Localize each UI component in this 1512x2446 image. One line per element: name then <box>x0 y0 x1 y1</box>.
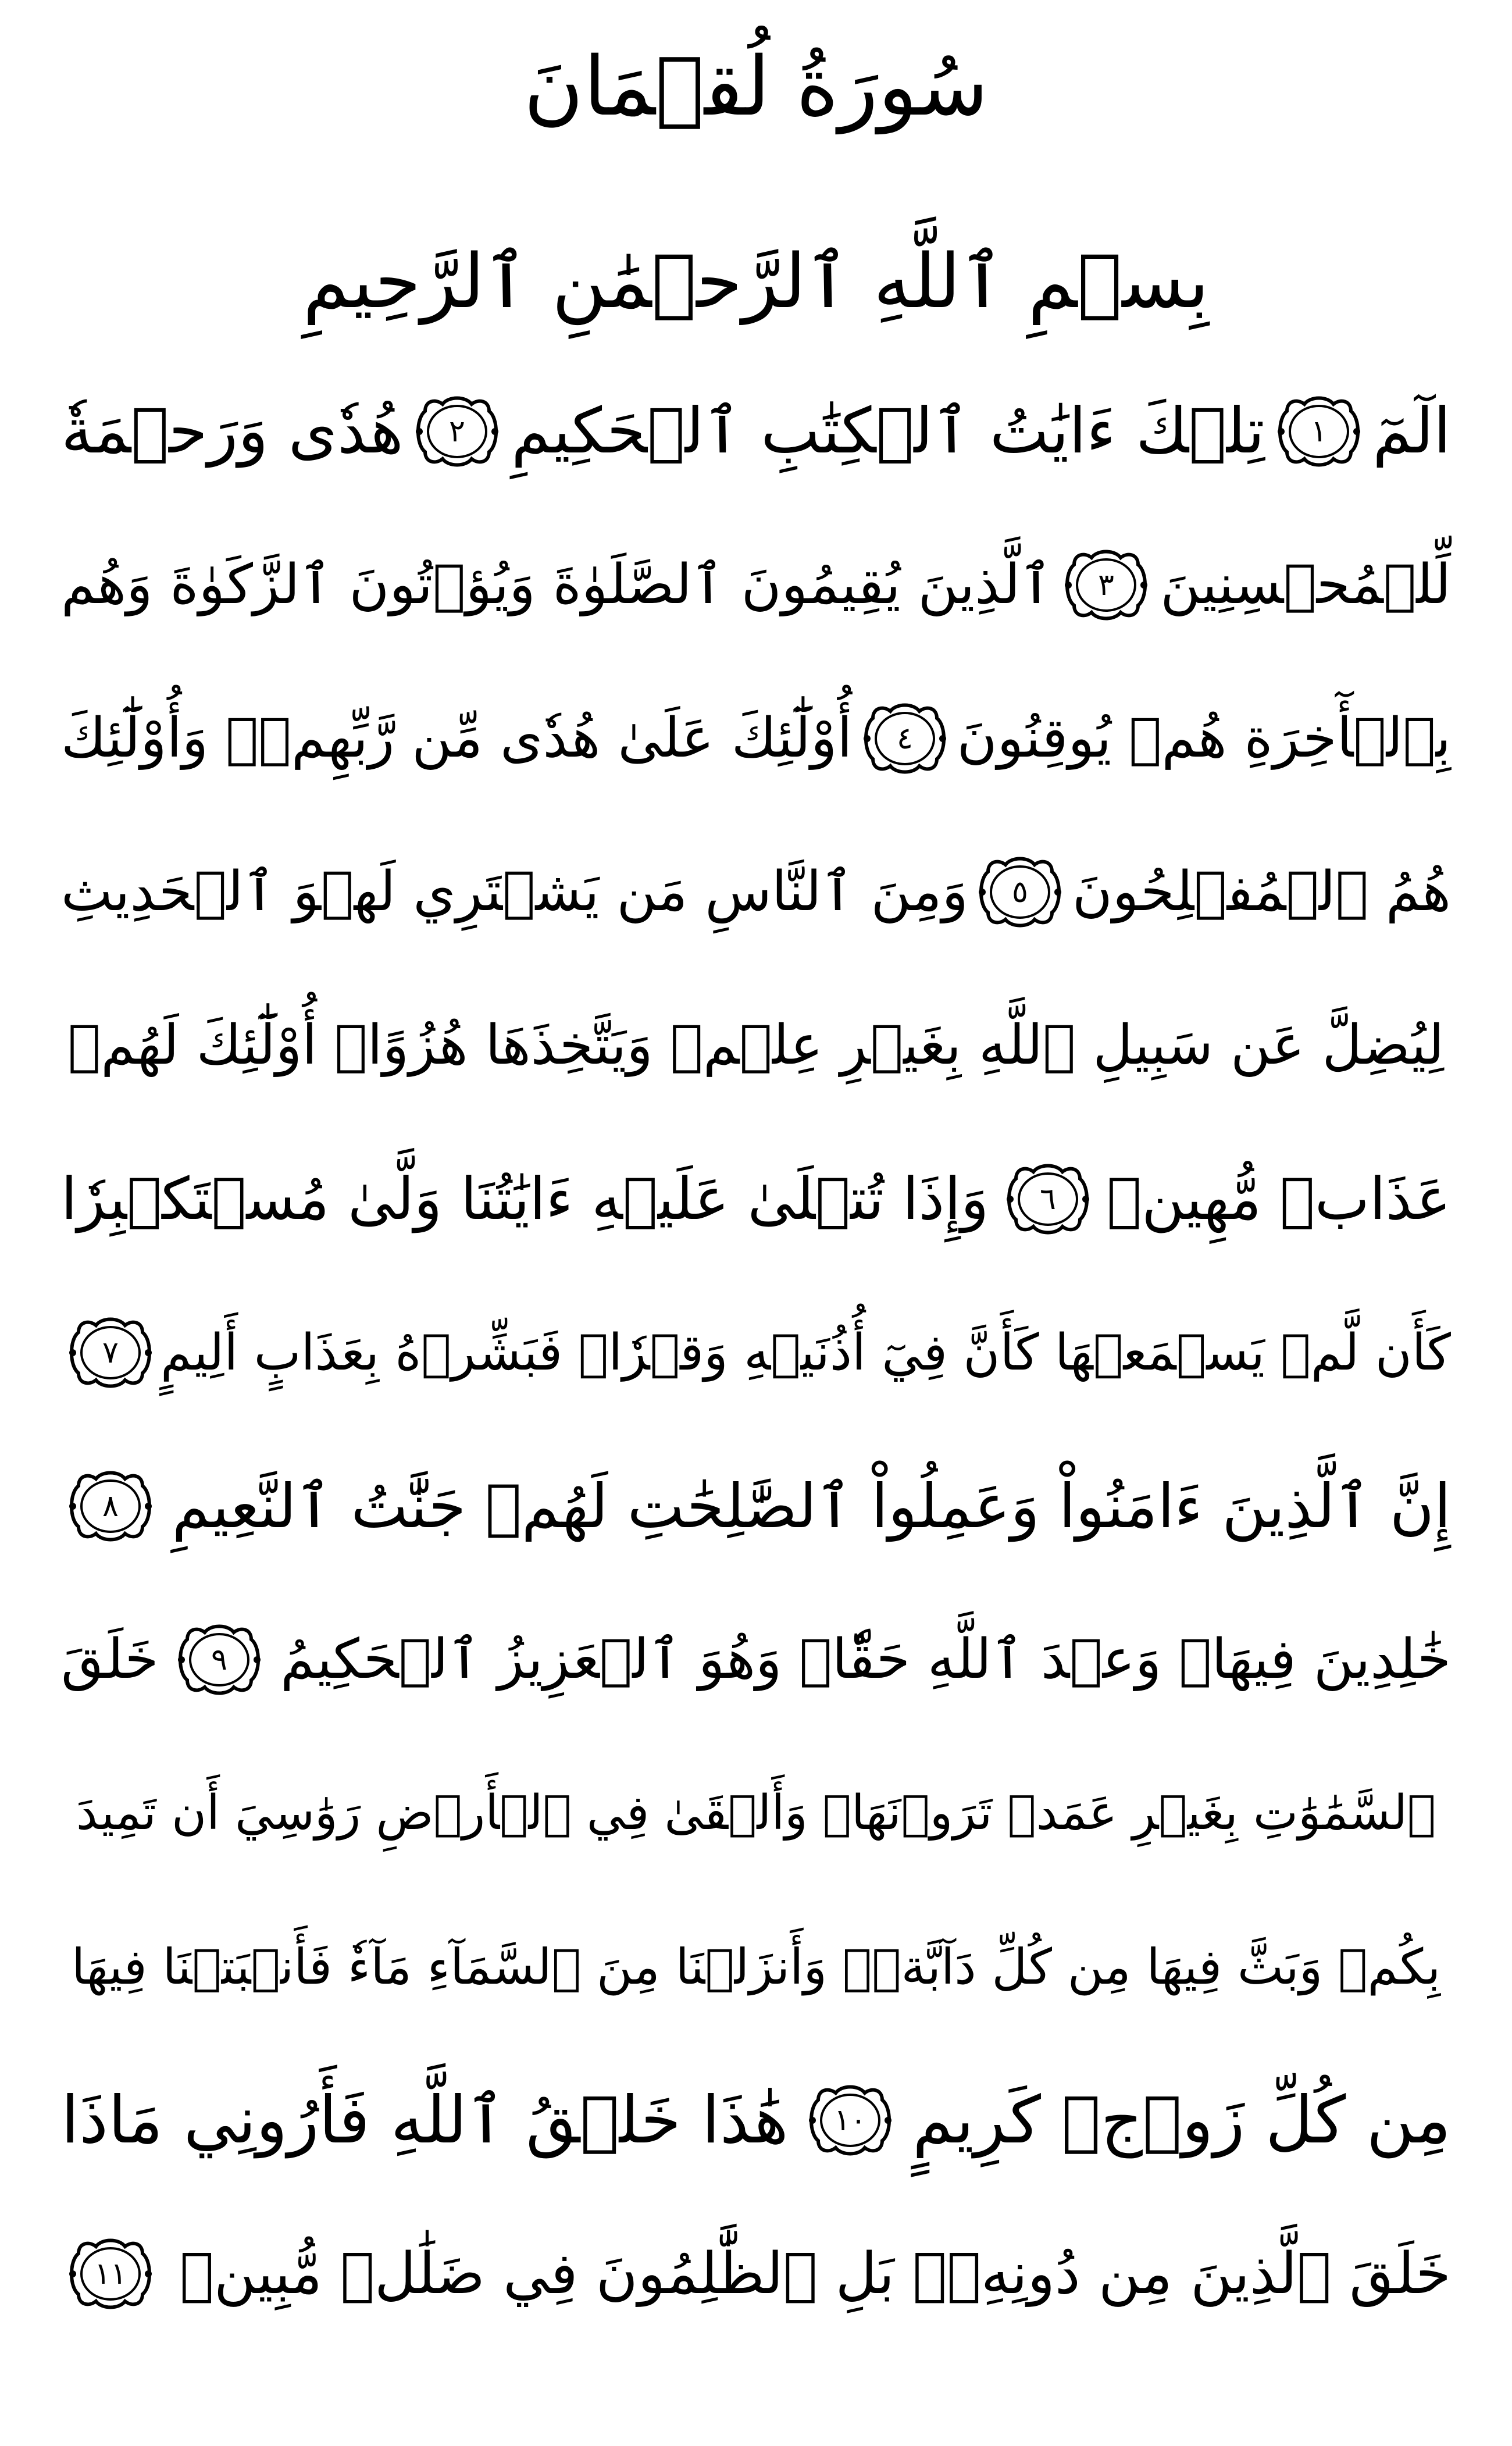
verse-line <box>61 1276 1451 1429</box>
ayah-number: ١ <box>1310 414 1327 449</box>
verse-line <box>61 1122 1451 1276</box>
ayah-number-marker <box>801 2077 900 2164</box>
verse-text: خَٰلِدِينَ فِيهَاۖ وَعۡدَ ٱللَّهِ حَقّٗاۚ وَهُوَ ٱلۡعَزِيزُ ٱلۡحَكِيمُ <box>280 1628 1451 1691</box>
verse-line <box>61 1890 1451 2044</box>
ayah-ornament-icon <box>1269 388 1368 475</box>
verse-text: هَٰذَا خَلۡقُ ٱللَّهِ فَأَرُونِي مَاذَا <box>61 2083 789 2158</box>
ayah-number: ٦ <box>1039 1182 1056 1217</box>
verse-text: أُوْلَٰٓئِكَ عَلَىٰ هُدٗى مِّن رَّبِّهِمۡۖ وَأُوْلَٰٓئِكَ <box>61 707 853 770</box>
verse-text: كَأَن لَّمۡ يَسۡمَعۡهَا كَأَنَّ فِيٓ أُذُنَيۡهِ وَقۡرٗاۖ فَبَشِّرۡهُ بِعَذَابٍ أَلِيمٍ <box>161 1324 1451 1382</box>
ayah-number: ٢ <box>449 414 466 449</box>
ayah-number: ٥ <box>1012 875 1029 910</box>
verse-line <box>61 508 1451 662</box>
verse-text: بِكُمۡ وَبَثَّ فِيهَا مِن كُلِّ دَآبَّةٖۚ وَأَنزَلۡنَا مِنَ ٱلسَّمَآءِ مَآءٗ فَأَنۢبَتۡنَا فِيهَا <box>71 1938 1441 1995</box>
basmala: بِسۡمِ ٱللَّهِ ٱلرَّحۡمَٰنِ ٱلرَّحِيمِ <box>302 238 1210 325</box>
verse-text: الٓمٓ <box>1372 395 1451 468</box>
verse-line <box>61 2044 1451 2197</box>
ayah-number: ٨ <box>102 1489 119 1524</box>
ayah-ornament-icon <box>999 1156 1097 1243</box>
ayah-ornament-icon <box>61 2230 160 2317</box>
surah-title: سُورَةُ لُقۡمَانَ <box>523 40 989 134</box>
ayah-ornament-icon <box>170 1616 269 1703</box>
ayah-number-marker <box>999 1156 1097 1243</box>
ayah-number-marker <box>408 388 507 475</box>
ayah-number: ١٠ <box>834 2103 867 2138</box>
verse-text: خَلَقَ <box>61 1628 159 1691</box>
verse-line <box>61 969 1451 1122</box>
ayah-ornament-icon <box>971 848 1069 936</box>
ayah-number-marker <box>61 1463 160 1550</box>
verse-text: لِيُضِلَّ عَن سَبِيلِ ٱللَّهِ بِغَيۡرِ عِلۡمٖ وَيَتَّخِذَهَا هُزُوًاۚ أُوْلَٰٓئِكَ لَهُمۡ <box>67 1014 1445 1077</box>
ayah-number: ٣ <box>1098 568 1115 602</box>
verse-text: هُدٗى وَرَحۡمَةٗ <box>61 395 404 468</box>
ayah-number-marker <box>971 848 1069 936</box>
verse-text: عَذَابٞ مُّهِينٞ <box>1107 1165 1451 1233</box>
verse-line <box>61 355 1451 508</box>
ayah-number: ٧ <box>102 1335 119 1370</box>
ayah-number-marker <box>61 1309 160 1396</box>
ayah-number-marker <box>1269 388 1368 475</box>
verse-line <box>61 2197 1451 2351</box>
ayah-ornament-icon <box>408 388 507 475</box>
verse-lines <box>61 355 1451 2351</box>
verse-text: مِن كُلِّ زَوۡجٖ كَرِيمٍ <box>912 2083 1451 2158</box>
ayah-number: ٩ <box>211 1642 228 1677</box>
verse-text: لِّلۡمُحۡسِنِينَ <box>1160 553 1451 616</box>
verse-text: ٱلسَّمَٰوَٰتِ بِغَيۡرِ عَمَدٖ تَرَوۡنَهَاۖ وَأَلۡقَىٰ فِي ٱلۡأَرۡضِ رَوَٰسِيَ أَن تَمِيدَ <box>76 1785 1436 1841</box>
ayah-ornament-icon <box>855 695 954 782</box>
ayah-ornament-icon <box>801 2077 900 2164</box>
ayah-number: ٤ <box>896 721 913 756</box>
ayah-number-marker <box>855 695 954 782</box>
ayah-number: ١١ <box>94 2256 127 2291</box>
verse-text: هُمُ ٱلۡمُفۡلِحُونَ <box>1072 860 1451 924</box>
ayah-ornament-icon <box>61 1309 160 1396</box>
ayah-number-marker <box>1057 541 1156 629</box>
ayah-ornament-icon <box>61 1463 160 1550</box>
ayah-number-marker <box>170 1616 269 1703</box>
verse-line <box>61 1583 1451 1737</box>
verse-line <box>61 815 1451 969</box>
verse-text: وَمِنَ ٱلنَّاسِ مَن يَشۡتَرِي لَهۡوَ ٱلۡحَدِيثِ <box>61 860 968 924</box>
verse-line <box>61 662 1451 815</box>
verse-text: إِنَّ ٱلَّذِينَ ءَامَنُواْ وَعَمِلُواْ ٱلصَّٰلِحَٰتِ لَهُمۡ جَنَّٰتُ ٱلنَّعِيمِ <box>172 1471 1451 1542</box>
verse-text: خَلَقَ ٱلَّذِينَ مِن دُونِهِۦۚ بَلِ ٱلظَّٰلِمُونَ فِي ضَلَٰلٖ مُّبِينٖ <box>180 2241 1451 2307</box>
verse-text: وَإِذَا تُتۡلَىٰ عَلَيۡهِ ءَايَٰتُنَا وَلَّىٰ مُسۡتَكۡبِرٗا <box>61 1165 989 1233</box>
ayah-ornament-icon <box>1057 541 1156 629</box>
verse-text: بِٱلۡأٓخِرَةِ هُمۡ يُوقِنُونَ <box>957 707 1451 770</box>
verse-text: تِلۡكَ ءَايَٰتُ ٱلۡكِتَٰبِ ٱلۡحَكِيمِ <box>511 395 1265 468</box>
verse-line <box>61 1737 1451 1890</box>
verse-text: ٱلَّذِينَ يُقِيمُونَ ٱلصَّلَوٰةَ وَيُؤۡتُونَ ٱلزَّكَوٰةَ وَهُم <box>61 553 1053 616</box>
ayah-number-marker <box>61 2230 160 2317</box>
verse-line <box>61 1429 1451 1583</box>
